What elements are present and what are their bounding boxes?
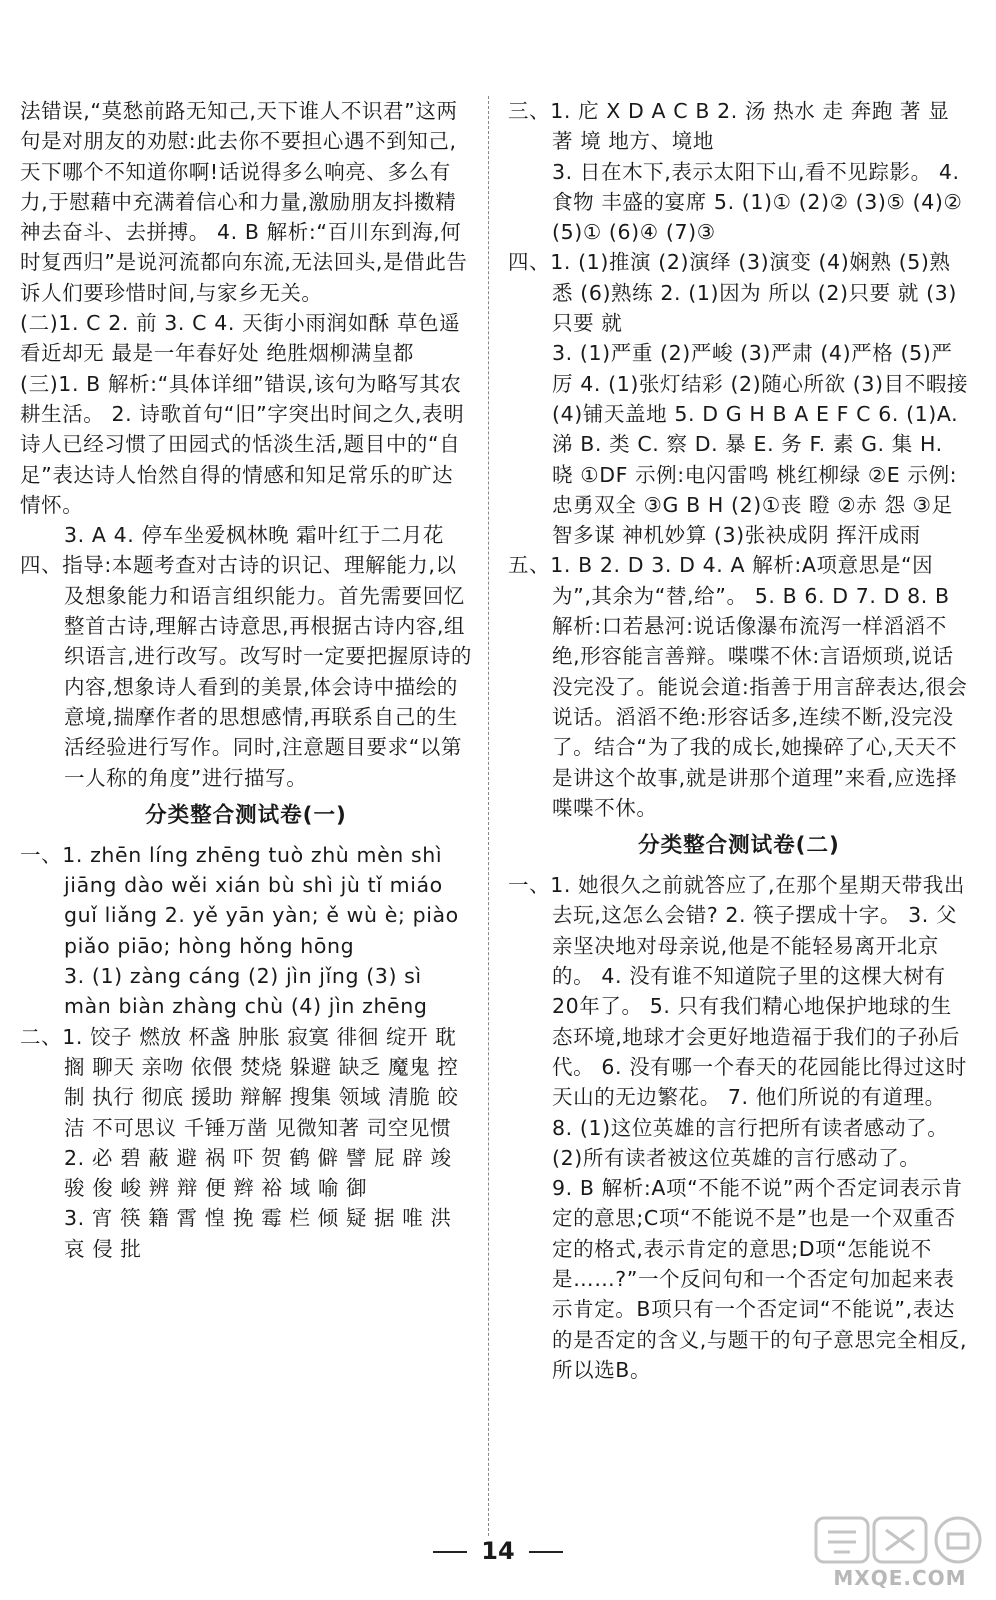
left-para-5: 四、指导:本题考查对古诗的识记、理解能力,以及想象能力和语言组织能力。首先需要回忆整首古诗,理解古诗意思,再根据古诗内容,组织语言,进行改写。改写时一定要把握原诗的内容,想象诗人看到的美景,体会诗中描绘的意境,揣摩作者的思想感情,再联系自己的生活经验进行写作。同时,注意题目要求“以第一人称的角度”进行描写。 bbox=[20, 553, 473, 790]
left-para-6: 一、1. zhēn líng zhēng tuò zhù mèn shì jiāng dào wěi xián bù shì jù tǐ miáo guǐ liǎng 2. yě yān yàn; ě wù è; piào piǎo piāo; hòng hǒng hōng bbox=[20, 842, 459, 958]
column-divider bbox=[488, 96, 489, 1536]
right-para-6: 一、1. 她很久之前就答应了,在那个星期天带我出去玩,这怎么会错? 2. 筷子摆成十字。 3. 父亲坚决地对母亲说,他是不能轻易离开北京的。 4. 没有谁不知道院子里的这棵大树有20年了。 5. 只有我们精心地保护地球的生态环境,地球才会更好地造福于我们的子孙后代。 6. 没有哪一个春天的花园能比得过这时天山的无边繁花。 7. 他们所说的有道理。 8. (1)这位英雄的言行把所有读者感动了。 (2)所有读者被这位英雄的言行感动了。 bbox=[508, 873, 967, 1170]
page-number-text: 14 bbox=[481, 1537, 515, 1565]
right-column bbox=[508, 96, 970, 1385]
right-para-5: 五、1. B 2. D 3. D 4. A 解析:A项意思是“因为”,其余为“替,给”。 5. B 6. D 7. D 8. B 解析:口若悬河:说话像瀑布流泻一样滔滔不绝,形容能言善辩。喋喋不休:言语烦琐,说话没完没了。能说会道:指善于用言辞表达,很会说话。滔滔不绝:形容话多,连续不断,没完没了。结合“为了我的成长,她操碎了心,天天不是讲这个故事,就是讲那个道理”来看,应选择喋喋不休。 bbox=[508, 553, 968, 820]
corner-watermark-text: MXQE.COM bbox=[833, 1566, 967, 1590]
right-para-1: 三、1. 庀 X D A C B 2. 汤 热水 走 奔跑 著 显著 境 地方、境地 bbox=[508, 99, 950, 154]
right-para-4: 3. (1)严重 (2)严峻 (3)严肃 (4)严格 (5)严厉 4. (1)张灯结彩 (2)随心所欲 (3)目不暇接 (4)铺天盖地 5. D G H B A E F C 6. (1)A. 涕 B. 类 C. 察 D. 暴 E. 务 F. 素 G. 集 H. 晓 ①DF 示例:电闪雷鸣 桃红柳绿 ②E 示例:忠勇双全 ③G B H (2)①丧 瞪 ②赤 怨 ③足智多谋 神机妙算 (3)张袂成阴 挥汗成雨 bbox=[552, 341, 969, 548]
corner-watermark bbox=[812, 1514, 988, 1592]
left-column bbox=[20, 96, 472, 1264]
page-number-dash-left bbox=[433, 1551, 467, 1553]
left-para-7: 3. (1) zàng cáng (2) jìn jǐng (3) sì màn biàn zhàng chù (4) jìn zhēng bbox=[64, 964, 428, 1019]
right-para-3: 四、1. (1)推演 (2)演绎 (3)演变 (4)娴熟 (5)熟悉 (6)熟练 2. (1)因为 所以 (2)只要 就 (3)只要 就 bbox=[508, 250, 957, 336]
section-title-1: 分类整合测试卷(一) bbox=[145, 802, 347, 828]
left-para-8: 二、1. 饺子 燃放 杯盏 肿胀 寂寞 徘徊 绽开 耽搁 聊天 亲吻 依偎 焚烧 躲避 缺乏 魔鬼 控制 执行 彻底 援助 辩解 搜集 领域 清脆 皎洁 不可思议 千锤万凿 见微知著 司空见惯 bbox=[20, 1024, 459, 1140]
page-number-dash-right bbox=[529, 1551, 563, 1553]
left-para-3: (三)1. B 解析:“具体详细”错误,该句为略写其农耕生活。 2. 诗歌首句“旧”字突出时间之久,表明诗人已经习惯了田园式的恬淡生活,题目中的“自足”表达诗人怡然自得的情感和知足常乐的旷达情怀。 bbox=[20, 371, 465, 517]
left-para-10: 3. 宵 筷 籍 霄 惶 挽 霉 栏 倾 疑 据 唯 洪 哀 侵 批 bbox=[64, 1206, 452, 1261]
left-para-1: 法错误,“莫愁前路无知己,天下谁人不识君”这两句是对朋友的劝慰:此去你不要担心遇不到知己,天下哪个不知道你啊!话说得多么响亮、多么有力,于慰藉中充满着信心和力量,激励朋友抖擞精神去奋斗、去拼搏。 4. B 解析:“百川东到海,何时复西归”是说河流都向东流,无法回头,是借此告诉人们要珍惜时间,与家乡无关。 bbox=[20, 99, 468, 305]
left-para-2: (二)1. C 2. 前 3. C 4. 天街小雨润如酥 草色遥看近却无 最是一年春好处 绝胜烟柳满皇都 bbox=[20, 311, 461, 366]
right-para-7: 9. B 解析:A项“不能不说”两个否定词表示肯定的意思;C项“不能说不是”也是一个双重否定的格式,表示肯定的意思;D项“怎能说不是……?”一个反问句和一个否定句加起来表示肯定。B项只有一个否定词“不能说”,表达的是否定的含义,与题干的句子意思完全相反,所以选B。 bbox=[552, 1176, 968, 1382]
right-para-2: 3. 日在木下,表示太阳下山,看不见踪影。 4. 食物 丰盛的宴席 5. (1)① (2)② (3)⑤ (4)② (5)① (6)④ (7)③ bbox=[552, 159, 963, 245]
corner-watermark-logo-icon bbox=[812, 1514, 988, 1566]
left-para-4: 3. A 4. 停车坐爱枫林晚 霜叶红于二月花 bbox=[64, 523, 445, 548]
section-title-2: 分类整合测试卷(二) bbox=[638, 833, 840, 859]
left-para-9: 2. 必 碧 蔽 避 祸 吓 贺 鹤 僻 譬 屁 辟 竣 骏 俊 峻 辨 辩 便 辫 裕 域 喻 御 bbox=[64, 1145, 452, 1201]
